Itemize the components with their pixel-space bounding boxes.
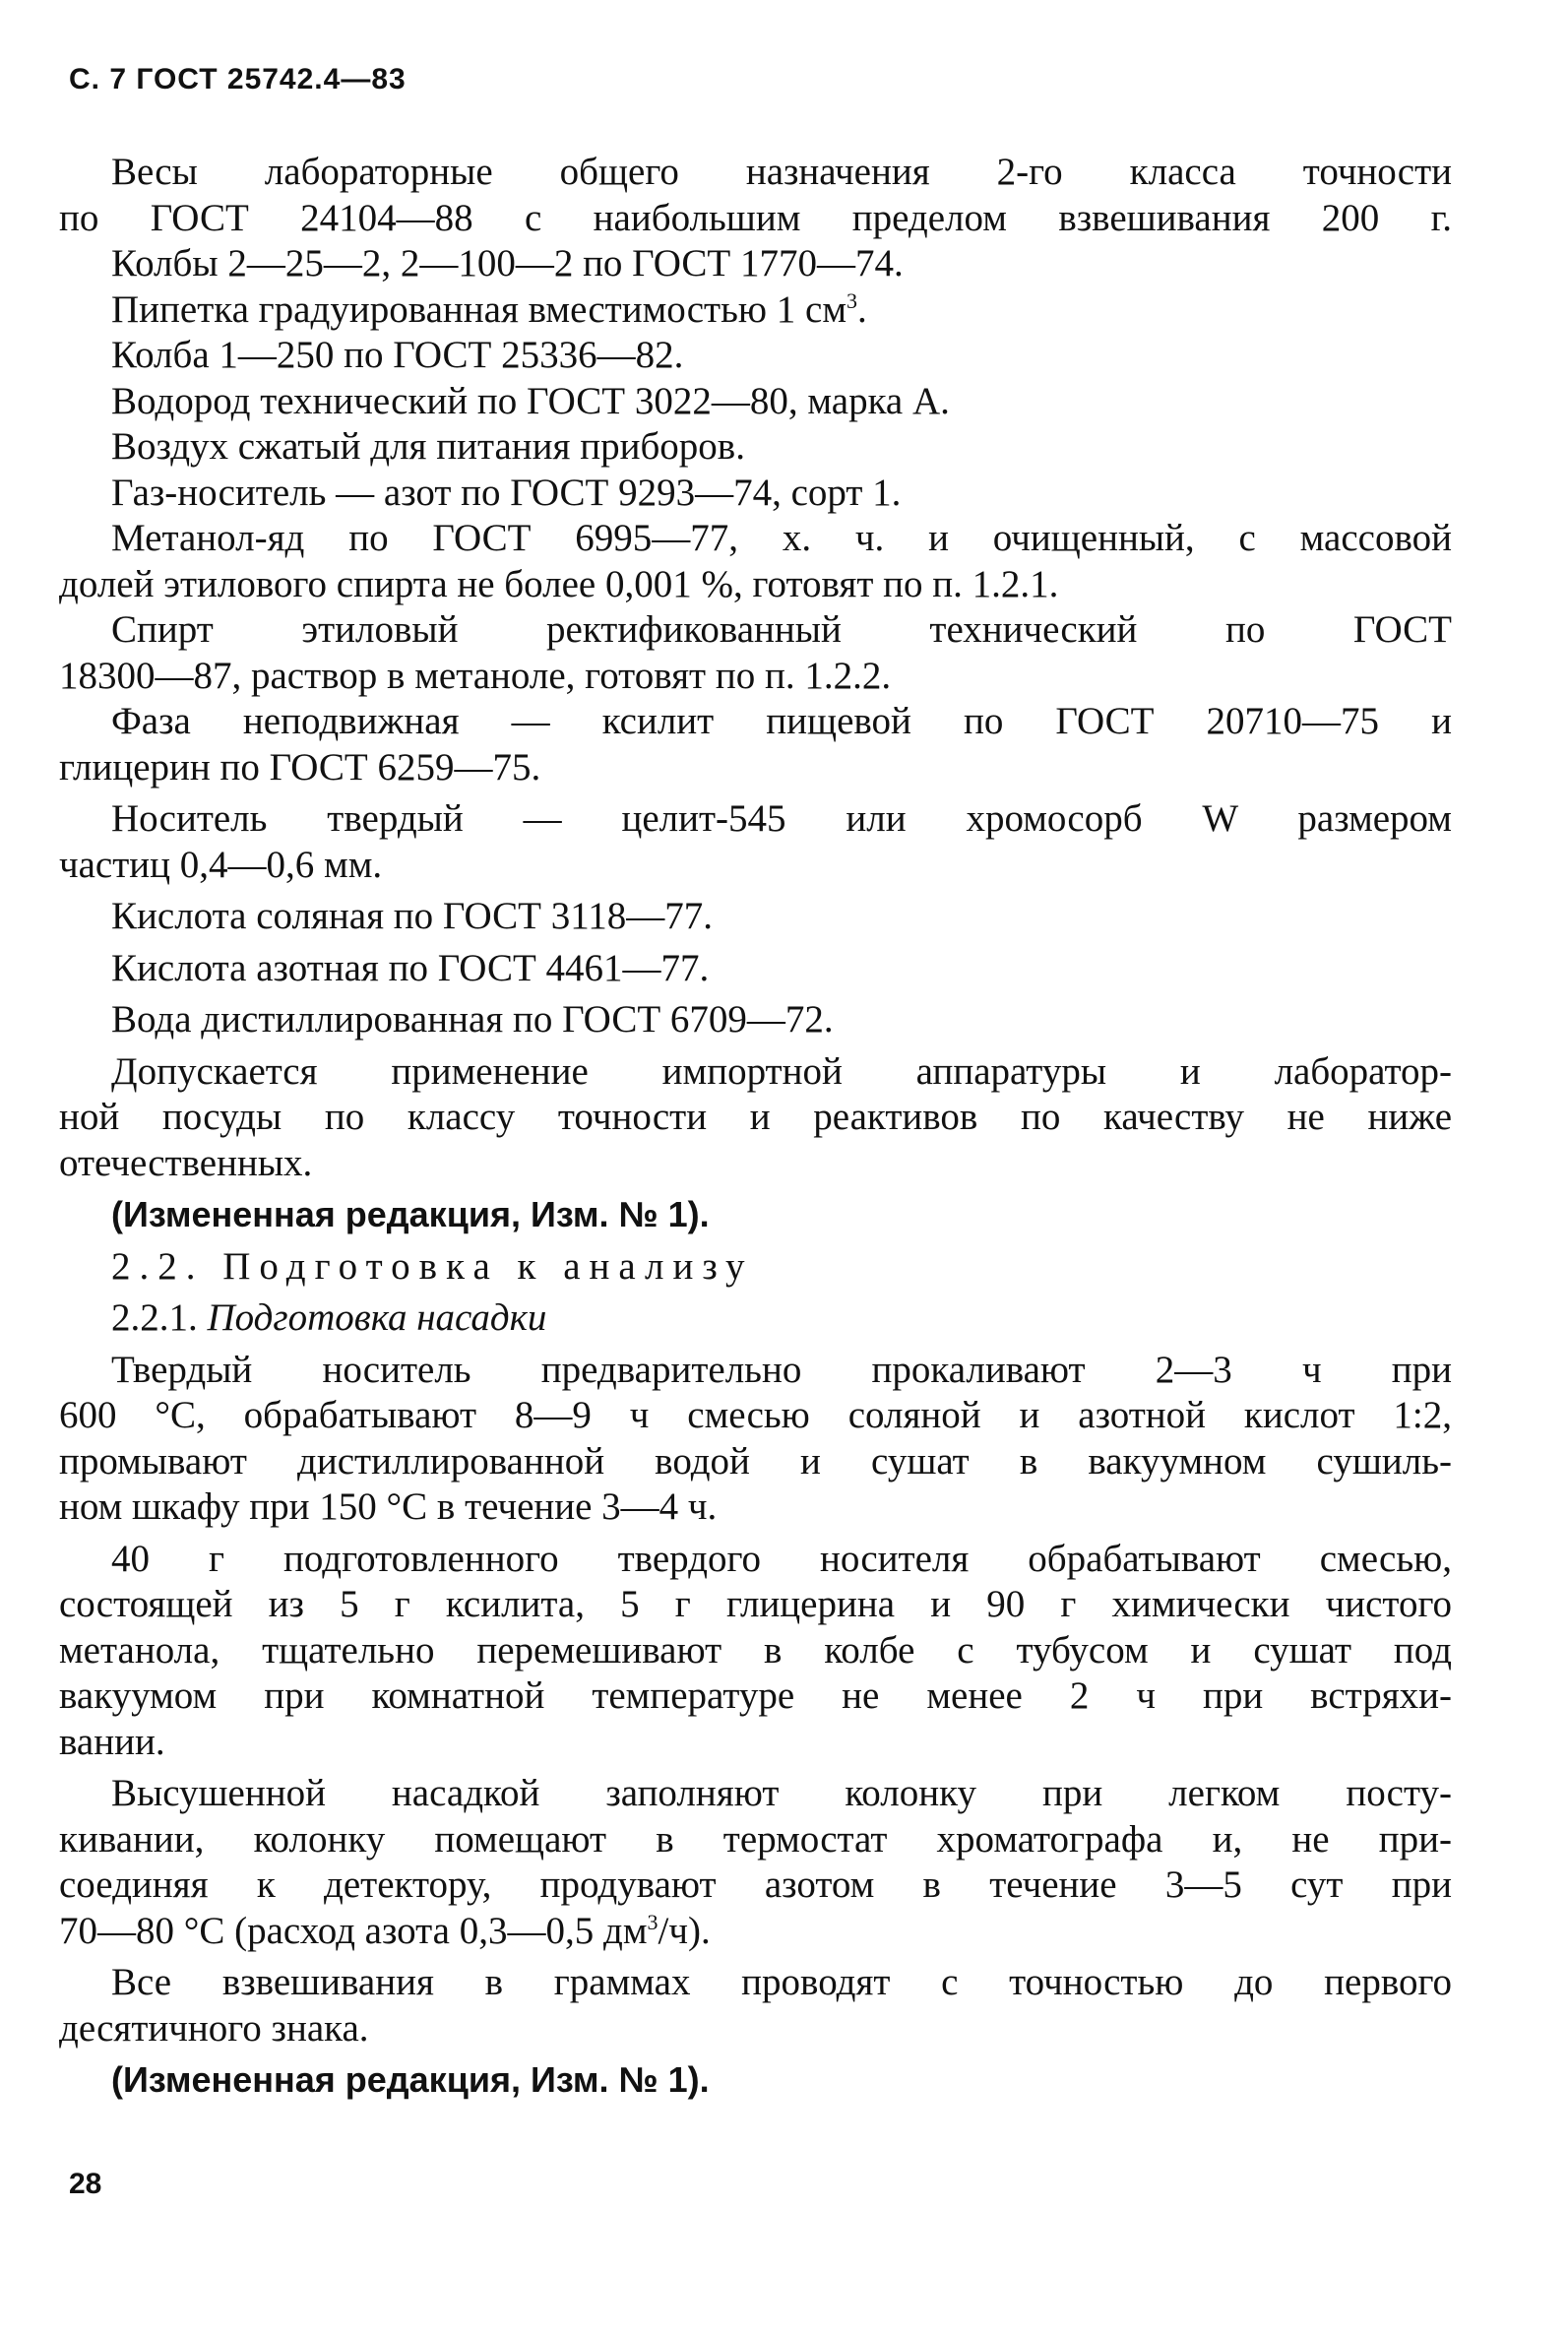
subsection-heading: 2.2.1. Подготовка насадки xyxy=(111,1296,547,1339)
text-line: промывают дистиллированной водой и сушат в вакуумном сушиль- xyxy=(59,1439,1452,1483)
text-line: Кислота азотная по ГОСТ 4461—77. xyxy=(111,946,710,989)
text-line: глицерин по ГОСТ 6259—75. xyxy=(59,745,541,789)
text-line: Фаза неподвижная — ксилит пищевой по ГОСТ 20710—75 и xyxy=(111,700,1452,742)
page-number: 28 xyxy=(69,2168,102,2200)
document-body xyxy=(59,150,1452,2104)
text-line: Водород технический по ГОСТ 3022—80, марка А. xyxy=(111,379,950,422)
text-line: вакуумом при комнатной температуре не менее 2 ч при встряхи- xyxy=(59,1674,1452,1717)
text-line: 40 г подготовленного твердого носителя обрабатывают смесью, xyxy=(111,1537,1452,1580)
text-line: отечественных. xyxy=(59,1141,313,1184)
text-line: Метанол-яд по ГОСТ 6995—77, х. ч. и очищенный, с массовой xyxy=(111,517,1452,559)
text-line: Все взвешивания в граммах проводят с точностью до первого xyxy=(111,1961,1452,2003)
superscript: 3 xyxy=(647,1909,659,1934)
text-line: Спирт этиловый ректификованный технический по ГОСТ xyxy=(111,608,1452,651)
text-line: состоящей из 5 г ксилита, 5 г глицерина и 90 г химически чистого xyxy=(59,1583,1452,1625)
text-line: Весы лабораторные общего назначения 2-го класса точности xyxy=(111,151,1452,193)
page-header: С. 7 ГОСТ 25742.4—83 xyxy=(69,63,407,95)
text-line: Допускается применение импортной аппаратуры и лаборатор- xyxy=(111,1049,1452,1093)
text-line: кивании, колонку помещают в термостат хроматографа и, не при- xyxy=(59,1817,1452,1861)
text-line: Газ-носитель — азот по ГОСТ 9293—74, сорт 1. xyxy=(111,471,902,514)
text-line: Высушенной насадкой заполняют колонку при легком посту- xyxy=(111,1772,1452,1814)
text-line: ном шкафу при 150 °С в течение 3—4 ч. xyxy=(59,1485,718,1528)
text-line: по ГОСТ 24104—88 с наибольшим пределом взвешивания 200 г. xyxy=(59,196,1452,239)
amendment-note: (Измененная редакция, Изм. № 1). xyxy=(111,1194,710,1234)
text-line: Носитель твердый — целит-545 или хромосорб W размером xyxy=(111,797,1452,840)
text-line: Кислота соляная по ГОСТ 3118—77. xyxy=(111,895,714,937)
text-line: соединяя к детектору, продувают азотом в течение 3—5 сут при xyxy=(59,1863,1452,1906)
text-line: Твердый носитель предварительно прокаливают 2—3 ч при xyxy=(111,1348,1452,1391)
amendment-note: (Измененная редакция, Изм. № 1). xyxy=(111,2059,710,2100)
superscript: 3 xyxy=(847,287,857,313)
text-line: Вода дистиллированная по ГОСТ 6709—72. xyxy=(111,998,834,1041)
text-line: Воздух сжатый для питания приборов. xyxy=(111,425,745,468)
text-line: 18300—87, раствор в метаноле, готовят по п. 1.2.2. xyxy=(59,654,892,697)
text-line: долей этилового спирта не более 0,001 %, готовят по п. 1.2.1. xyxy=(59,562,1059,605)
text-line: десятичного знака. xyxy=(59,2006,369,2050)
text-line: 600 °С, обрабатывают 8—9 ч смесью соляной и азотной кислот 1:2, xyxy=(59,1394,1452,1436)
text-line: ной посуды по классу точности и реактивов по качеству не ниже xyxy=(59,1096,1452,1138)
text-line: Пипетка градуированная вместимостью 1 $см^3$. xyxy=(111,287,867,331)
text-line: метанола, тщательно перемешивают в колбе с тубусом и сушат под xyxy=(59,1628,1452,1672)
text-line: 70—80 °С (расход азота 0,3—0,5 $дм^3/ч$). xyxy=(59,1909,711,1952)
text-line: частиц 0,4—0,6 мм. xyxy=(59,843,383,886)
text-line: Колба 1—250 по ГОСТ 25336—82. xyxy=(111,334,684,376)
text-line: вании. xyxy=(59,1720,165,1763)
text-line: Колбы 2—25—2, 2—100—2 по ГОСТ 1770—74. xyxy=(111,242,904,284)
section-heading: 2.2. Подготовка к анализу xyxy=(111,1244,754,1288)
